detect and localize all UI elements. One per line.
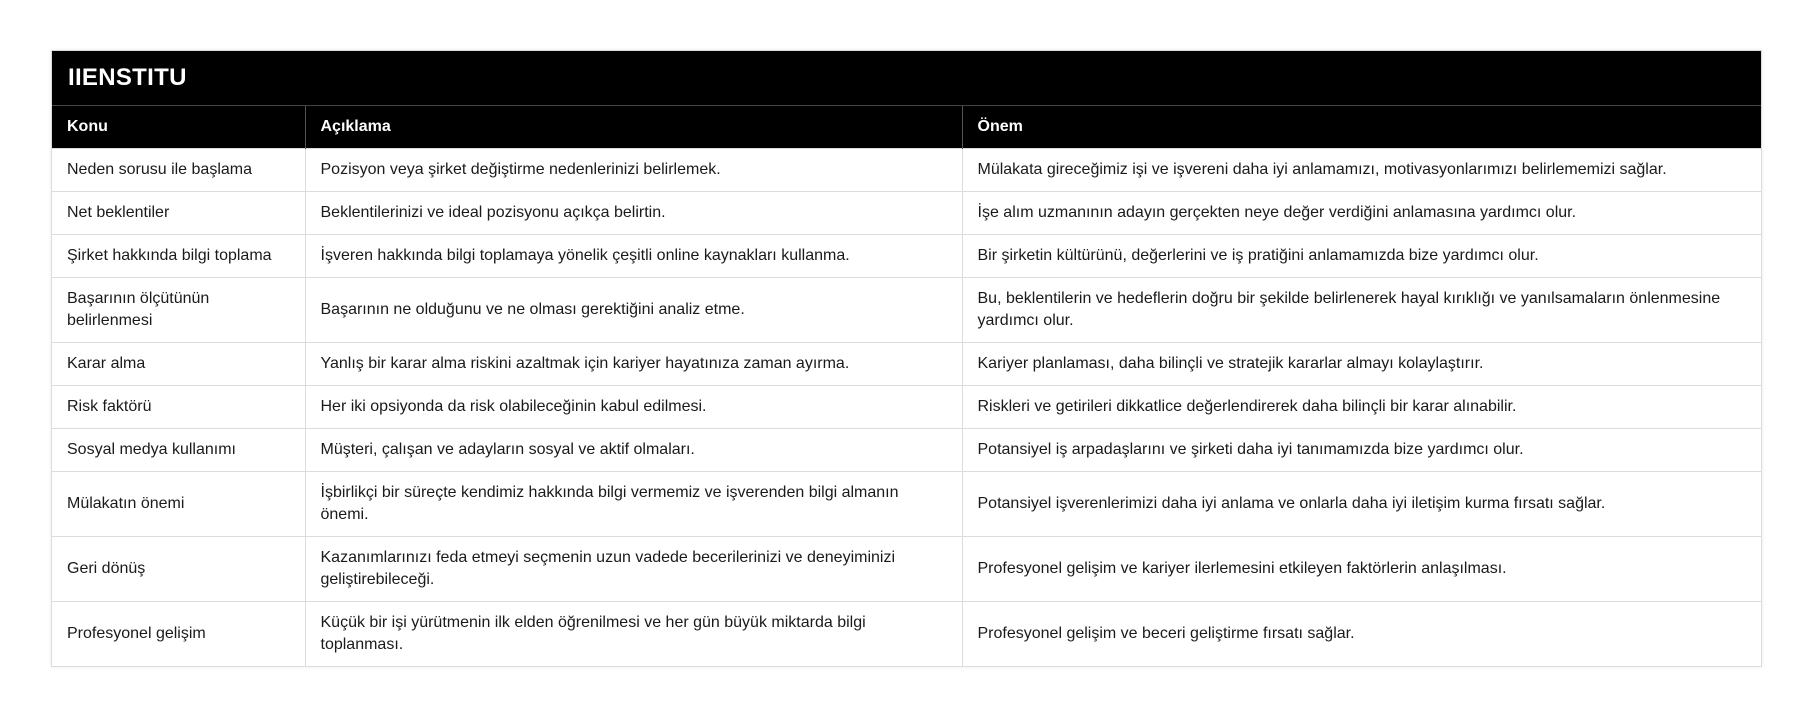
cell-onem: Kariyer planlaması, daha bilinçli ve stratejik kararlar almayı kolaylaştırır.: [962, 343, 1761, 386]
cell-konu: Net beklentiler: [52, 192, 305, 235]
table-row: [52, 602, 1761, 667]
cell-aciklama: Başarının ne olduğunu ve ne olması gerektiğini analiz etme.: [305, 278, 962, 343]
cell-aciklama: Pozisyon veya şirket değiştirme nedenlerinizi belirlemek.: [305, 149, 962, 192]
table-row: [52, 192, 1761, 235]
table-row: [52, 278, 1761, 343]
topic-table: [52, 106, 1761, 666]
table-row: [52, 472, 1761, 537]
brand-title: IIENSTITU: [52, 51, 1761, 106]
table-row: [52, 343, 1761, 386]
cell-konu: Risk faktörü: [52, 386, 305, 429]
cell-aciklama: Küçük bir işi yürütmenin ilk elden öğrenilmesi ve her gün büyük miktarda bilgi toplanması.: [305, 602, 962, 667]
cell-aciklama: Her iki opsiyonda da risk olabileceğinin kabul edilmesi.: [305, 386, 962, 429]
cell-onem: Potansiyel iş arpadaşlarını ve şirketi daha iyi tanımamızda bize yardımcı olur.: [962, 429, 1761, 472]
cell-aciklama: Beklentilerinizi ve ideal pozisyonu açıkça belirtin.: [305, 192, 962, 235]
table-row: [52, 149, 1761, 192]
cell-onem: Mülakata gireceğimiz işi ve işvereni daha iyi anlamamızı, motivasyonlarımızı belirlememizi sağlar.: [962, 149, 1761, 192]
table-header-row: [52, 106, 1761, 149]
header-konu: Konu: [52, 106, 305, 149]
table-row: [52, 537, 1761, 602]
cell-aciklama: Müşteri, çalışan ve adayların sosyal ve aktif olmaları.: [305, 429, 962, 472]
cell-konu: Sosyal medya kullanımı: [52, 429, 305, 472]
cell-onem: Bir şirketin kültürünü, değerlerini ve iş pratiğini anlamamızda bize yardımcı olur.: [962, 235, 1761, 278]
cell-konu: Mülakatın önemi: [52, 472, 305, 537]
content-table-card: [51, 50, 1762, 667]
table-row: [52, 235, 1761, 278]
cell-onem: Bu, beklentilerin ve hedeflerin doğru bir şekilde belirlenerek hayal kırıklığı ve yanılsamaların önlenmesine yardımcı olur.: [962, 278, 1761, 343]
cell-onem: Potansiyel işverenlerimizi daha iyi anlama ve onlarla daha iyi iletişim kurma fırsatı sağlar.: [962, 472, 1761, 537]
cell-onem: Riskleri ve getirileri dikkatlice değerlendirerek daha bilinçli bir karar alınabilir.: [962, 386, 1761, 429]
cell-onem: Profesyonel gelişim ve beceri geliştirme fırsatı sağlar.: [962, 602, 1761, 667]
cell-onem: İşe alım uzmanının adayın gerçekten neye değer verdiğini anlamasına yardımcı olur.: [962, 192, 1761, 235]
cell-aciklama: İşbirlikçi bir süreçte kendimiz hakkında bilgi vermemiz ve işverenden bilgi almanın önemi.: [305, 472, 962, 537]
cell-konu: Geri dönüş: [52, 537, 305, 602]
table-row: [52, 386, 1761, 429]
cell-aciklama: Yanlış bir karar alma riskini azaltmak için kariyer hayatınıza zaman ayırma.: [305, 343, 962, 386]
cell-aciklama: Kazanımlarınızı feda etmeyi seçmenin uzun vadede becerilerinizi ve deneyiminizi geliştirebileceği.: [305, 537, 962, 602]
header-onem: Önem: [962, 106, 1761, 149]
cell-konu: Neden sorusu ile başlama: [52, 149, 305, 192]
table-row: [52, 429, 1761, 472]
cell-konu: Şirket hakkında bilgi toplama: [52, 235, 305, 278]
header-aciklama: Açıklama: [305, 106, 962, 149]
cell-aciklama: İşveren hakkında bilgi toplamaya yönelik çeşitli online kaynakları kullanma.: [305, 235, 962, 278]
cell-onem: Profesyonel gelişim ve kariyer ilerlemesini etkileyen faktörlerin anlaşılması.: [962, 537, 1761, 602]
cell-konu: Profesyonel gelişim: [52, 602, 305, 667]
cell-konu: Başarının ölçütünün belirlenmesi: [52, 278, 305, 343]
cell-konu: Karar alma: [52, 343, 305, 386]
